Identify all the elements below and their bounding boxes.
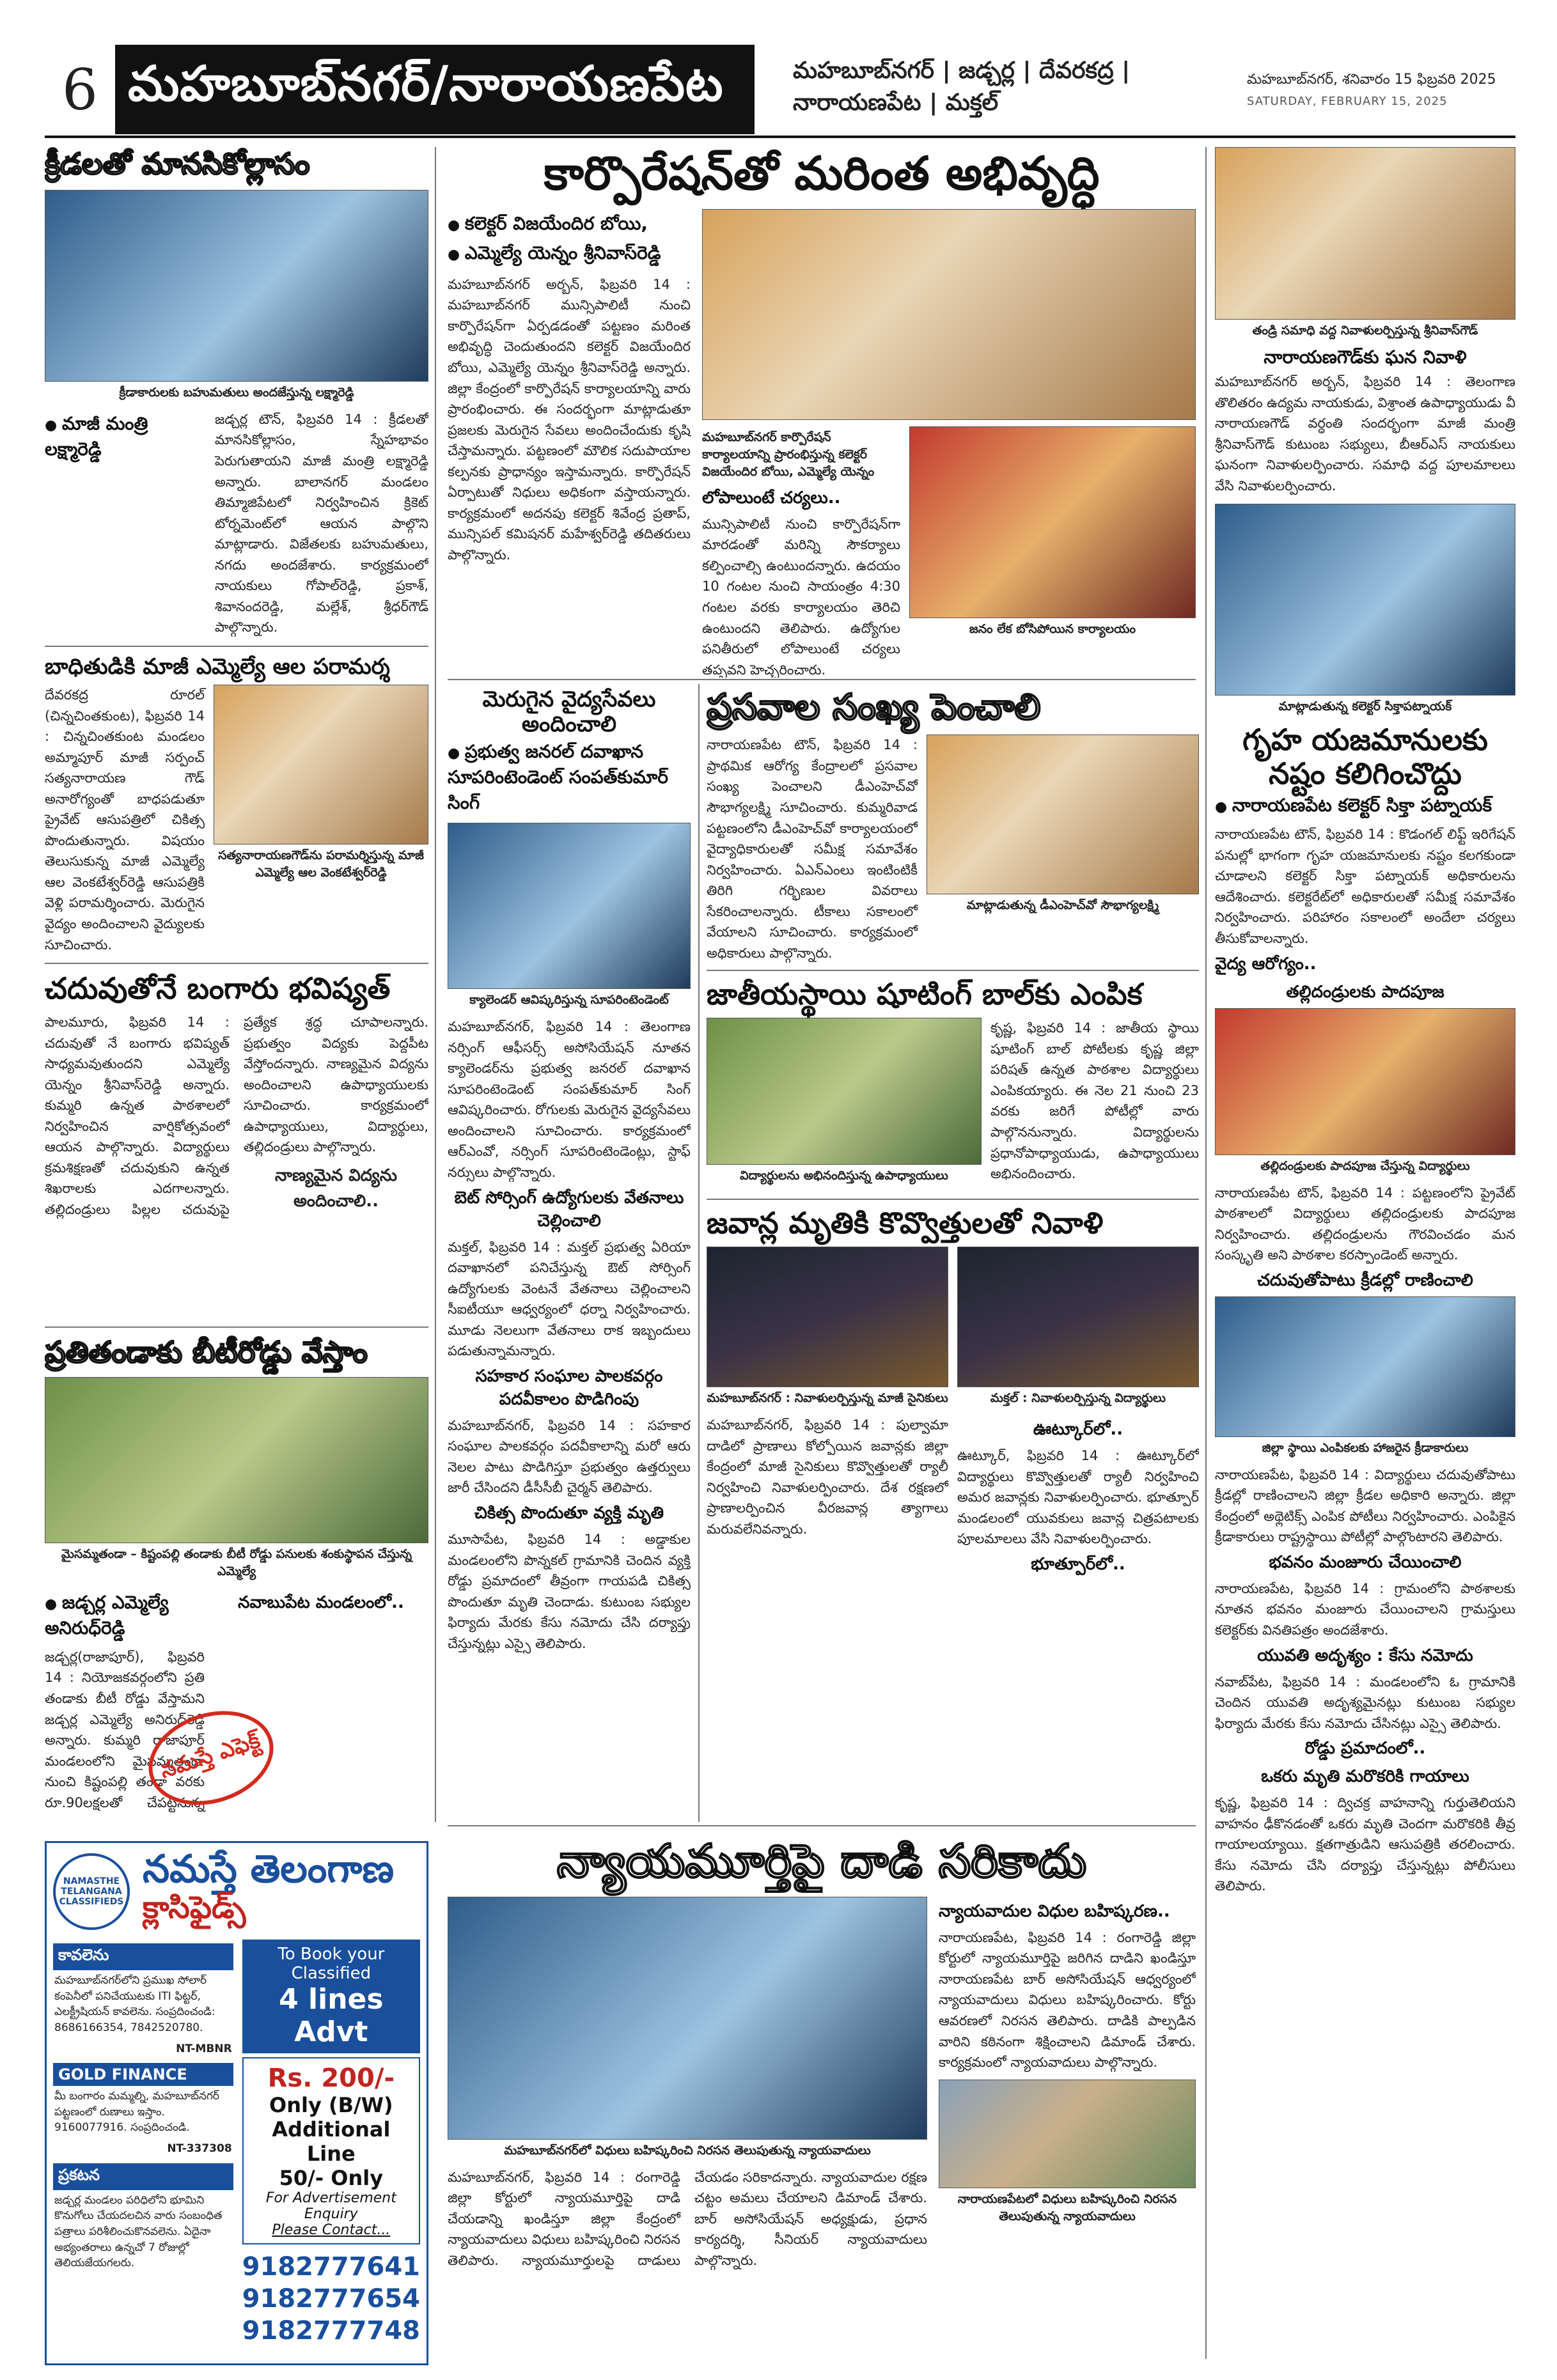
body-missing: నవాబ్‌పేట, ఫిబ్రవరి 14 : మండలంలోని ఓ గ్రామానికి చెందిన యువతి అదృశ్యమైనట్లు కుటుంబ సభ్యుల ఫిర్యాదు మేరకు కేసు నమోదు చేసినట్లు ఎస్సై తెలిపారు. (1215, 1674, 1515, 1731)
price-only: Only (B/W) (269, 2093, 393, 2117)
headline-sports: క్రీడలతో మానసికోల్లాసం (45, 147, 310, 181)
headline-visit: బాధితుడికి మాజీ ఎమ్మెల్యే ఆల పరామర్శ (45, 653, 390, 680)
body-education (45, 1012, 428, 1319)
headline-medical: మెరుగైన వైద్యసేవలు అందించాలి (482, 687, 656, 738)
photo-collector-meeting (1215, 504, 1515, 696)
phone-number: 9182777654 (242, 2284, 420, 2314)
bottom-story (448, 1835, 1196, 2365)
body-medical: మహబూబ్‌నగర్, ఫిబ్రవరి 14 : తెలంగాణ నర్సింగ్ ఆఫీసర్స్ అసోసియేషన్ నూతన క్యాలెండర్‌ను ప్రభుత్వ జనరల్ దవాఖాన సూపరింటెండెంట్ సంపత్‌కుమార్ సింగ్ ఆవిష్కరించారు. రోగులకు మెరుగైన వైద్యసేవలు అందించాలని సూచించారు. కార్యక్రమంలో ఆర్‌ఎంవో, నర్సింగ్ సూపరింటెండెంట్లు, స్టాఫ్ నర్సులు పాల్గొన్నారు. (448, 1019, 691, 1181)
photo-dmho-meeting (927, 735, 1199, 894)
subhead-bhootpur: భూత్పూర్‌లో.. (1031, 1554, 1125, 1574)
caption-calendar: క్యాలెండర్ ఆవిష్కరిస్తున్న సూపరింటెండెంట్ (469, 993, 669, 1007)
photo-candle-rally-students (957, 1247, 1199, 1387)
dateline (1247, 45, 1515, 134)
classified-seal-icon: NAMASTHE TELANGANA CLASSIFIEDS (53, 1853, 130, 1930)
price-box (242, 2057, 420, 2244)
byline-collector: ● కలెక్టర్ విజయేందిర బోయి, (448, 213, 691, 238)
body-utkur: ఊట్కూర్, ఫిబ్రవరి 14 : ఊట్కూర్‌లో విద్యార్థులు కొవ్వొత్తులతో ర్యాలీ నిర్వహించి అమర జవాన్లకు నివాళులర్పించారు. భూత్పూర్ మండలంలో యువకులు జవాన్ల చిత్రపటాలకు పూలమాలలు వేసి నివాళులర్పించారు. (957, 1448, 1199, 1547)
headline-jawans-tribute: జవాన్ల మృతికి కొవ్వొత్తులతో నివాళి (707, 1206, 1104, 1241)
caption-candle-rally-1: మహబూబ్‌నగర్ : నివాళులర్పిస్తున్న మాజీ సైనికులు (707, 1391, 948, 1406)
body-narayana-goud: మహబూబ్‌నగర్ అర్బన్, ఫిబ్రవరి 14 : తెలంగాణ తొలితరం ఉద్యమ నాయకుడు, విశ్రాంత ఉపాధ్యాయుడు వీ నారాయణగౌడ్ వర్ధంతి సందర్భంగా మాజీ మంత్రి శ్రీనివాస్‌గౌడ్ కుటుంబ సభ్యులు, బీఆర్‌ఎస్ నాయకులు ఘనంగా నివాళులర్పించారు. సమాధి వద్ద పూలమాలలు వేసి నివాళులర్పించారు. (1215, 374, 1515, 494)
photo-empty-office (909, 426, 1196, 618)
contact-label: Please Contact... (272, 2222, 391, 2238)
byline-mla: ● ఎమ్మెల్యే యెన్నం శ్రీనివాస్‌రెడ్డి (448, 242, 691, 268)
body-visit: దేవరకద్ర రూరల్ (చిన్నచింతకుంట), ఫిబ్రవరి 14 : చిన్నచింతకుంట మండలం అమ్మాపూర్ మాజీ సర్పంచ్ సత్యనారాయణ గౌడ్ అనారోగ్యంతో బాధపడుతూ ప్రైవేట్ ఆసుపత్రిలో చికిత్స పొందుతున్నారు. విషయం తెలుసుకున్న మాజీ ఎమ్మెల్యే ఆల వెంకటేశ్వర్‌రెడ్డి ఆసుపత్రికి వెళ్లి పరామర్శించారు. మెరుగైన వైద్యం అందించాలని వైద్యులకు సూచించారు. (45, 687, 205, 953)
headline-corporation: కార్పొరేషన్‌తో మరింత అభివృద్ధి (544, 147, 1100, 200)
body-education-text: పాలమూరు, ఫిబ్రవరి 14 : చదువుతో నే బంగారు భవిష్యత్ సాధ్యమవుతుందని ఎమ్మెల్యే యెన్నం శ్రీనివాస్‌రెడ్డి అన్నారు. కుమ్మరి ఉన్నత పాఠశాలలో నిర్వహించిన వార్షికోత్సవంలో ఆయన పాల్గొన్నారు. విద్యార్థులు క్రమశిక్షణతో చదువుకుని ఉన్నత శిఖరాలకు ఎదగాలన్నారు. తల్లిదండ్రులు పిల్లల చదువుపై ప్రత్యేక శ్రద్ధ చూపాలన్నారు. ప్రభుత్వం విద్యకు పెద్దపీట వేస్తోందన్నారు. నాణ్యమైన విద్యను అందించాలని ఉపాధ్యాయులకు సూచించారు. కార్యక్రమంలో ఉపాధ్యాయులు, విద్యార్థులు, తల్లిదండ్రులు పాల్గొన్నారు. (45, 1015, 428, 1217)
body-corporation: మహబూబ్‌నగర్ అర్బన్, ఫిబ్రవరి 14 : మహబూబ్‌నగర్ మున్సిపాలిటీ నుంచి కార్పొరేషన్‌గా ఏర్పడడంతో పట్టణం మరింత అభివృద్ధి చెందుతుందని కలెక్టర్ విజయేందిర బోయి, ఎమ్మెల్యే యెన్నం శ్రీనివాస్‌రెడ్డి అన్నారు. జిల్లా కేంద్రంలో కార్పొరేషన్ కార్యాలయాన్ని వారు ప్రారంభించారు. ఈ సందర్భంగా మాట్లాడుతూ ప్రజలకు మెరుగైన సేవలు అందించేందుకు కృషి చేస్తామన్నారు. పట్టణంలో మౌలిక సదుపాయాల కల్పనకు ప్రాధాన్యం ఇస్తామన్నారు. కార్పొరేషన్ ఏర్పాటుతో నిధులు అధికంగా వస్తాయన్నారు. కార్యక్రమంలో అదనపు కలెక్టర్ శివేంద్ర ప్రతాప్, మున్సిపల్ కమిషనర్ మహేశ్వర్‌రెడ్డి తదితరులు పాల్గొన్నారు. (448, 276, 691, 563)
caption-shooting-ball: విద్యార్థులను అభినందిస్తున్న ఉపాధ్యాయులు (740, 1169, 948, 1183)
notice-text: జడ్చర్ల మండలం పరిధిలోని భూమిని కొనుగోలు చేయదలచిన వారు సంబంధిత పత్రాలు పరిశీలించుకొనవలెను. ఏదైనా అభ్యంతరాలు ఉన్నచో 7 రోజుల్లో తెలియజేయగలరు. (54, 2193, 223, 2270)
subhead-outsourcing: బెట్ సోర్సింగ్ ఉద్యోగులకు వేతనాలు చెల్లించాలి (454, 1188, 684, 1231)
photo-lawyers-protest-mbnr (448, 1897, 927, 2140)
headline-house-owners: గృహ యజమానులకు నష్టం కలిగించొద్దు (1242, 722, 1488, 791)
subhead-sports-study: చదువుతోపాటు క్రీడల్లో రాణించాలి (1257, 1270, 1473, 1290)
photo-lawyers-protest-npt (939, 2080, 1196, 2188)
headline-shooting-ball: జాతీయస్థాయి షూటింగ్ బాల్‌కు ఎంపిక (707, 977, 1143, 1012)
classified-title: నమస్తే తెలంగాణ (143, 1847, 395, 1892)
byline-collector-sikta: ● నారాయణపేట కలెక్టర్ సిక్తా పట్నాయక్ (1215, 795, 1515, 820)
column-left (45, 147, 428, 1816)
body-accident: కృష్ణ, ఫిబ్రవరి 14 : ద్విచక్ర వాహనాన్ని గుర్తుతెలియని వాహనం ఢీకొనడంతో ఒకరు మృతి చెందగా మరొకరికి తీవ్ర గాయాలయ్యాయి. క్షతగాత్రుడిని ఆసుపత్రికి తరలించారు. కేసు నమోదు చేసి దర్యాప్తు చేస్తున్నట్లు పోలీసులు తెలిపారు. (1215, 1795, 1515, 1894)
date-telugu: మహబూబ్‌నగర్, శనివారం 15 ఫిబ్రవరి 2025 (1247, 71, 1496, 88)
notice-label: ప్రకటన (53, 2163, 233, 2190)
caption-corporation: మహబూబ్‌నగర్ కార్పొరేషన్ కార్యాలయాన్ని ప్రారంభిస్తున్న కలెక్టర్ విజయేందిర బోయి, ఎమ్మెల్యే యెన్నం (702, 430, 875, 479)
booking-box (242, 1940, 420, 2053)
photo-students-shooting-ball (707, 1018, 982, 1165)
photo-sports-team (45, 190, 428, 382)
edition-title: మహబూబ్‌నగర్/నారాయణపేట (115, 45, 755, 134)
column-right (1215, 147, 1515, 2365)
lead-story (448, 147, 1196, 678)
headline-narayana-goud: నారాయణగౌడ్‌కు ఘన నివాళి (1264, 346, 1467, 368)
wanted-code: NT-MBNR (176, 2042, 232, 2055)
story-divider (45, 646, 428, 647)
byline-bt-road: ● జడ్చర్ల ఎమ్మెల్యే అనిరుధ్‌రెడ్డి (45, 1592, 205, 1643)
subhead-boycott: న్యాయవాదుల విధుల బహిష్కరణ.. (939, 1901, 1170, 1921)
photo-calendar-release (448, 823, 691, 989)
column-center-right (707, 687, 1199, 1819)
caption-athletes: జిల్లా స్థాయి ఎంపికలకు హాజరైన క్రీడాకారులు (1262, 1440, 1469, 1455)
namaste-effect-stamp: నమస్తే ఎఫెక్ట్ (136, 1696, 285, 1821)
classified-ad-box (45, 1841, 428, 2365)
caption-empty-office: జనం లేక బోసిపోయిన కార్యాలయం (969, 621, 1136, 636)
gold-finance-code: NT-337308 (167, 2142, 232, 2156)
photo-hospital-visit (214, 685, 428, 844)
phone-number: 9182777748 (242, 2316, 420, 2345)
column-rule (1205, 147, 1207, 2359)
body-jawans-tribute: మహబూబ్‌నగర్, ఫిబ్రవరి 14 : పుల్వామా దాడిలో ప్రాణాలు కోల్పోయిన జవాన్లకు జిల్లా కేంద్రంలో మాజీ సైనికులు కొవ్వొత్తులతో ర్యాలీ నిర్వహించి నివాళులర్పించారు. దేశ రక్షణలో ప్రాణాలర్పించిన వీరజవాన్ల త్యాగాలు మరువలేనివన్నారు. (707, 1417, 948, 1537)
byline-superintendent: ● ప్రభుత్వ జనరల్ దవాఖాన సూపరింటెండెంట్ సంపత్‌కుమార్ సింగ్ (448, 741, 691, 818)
photo-road-foundation (45, 1377, 428, 1543)
headline-deliveries: ప్రసవాల సంఖ్య పెంచాలి (707, 687, 1041, 728)
subhead-corporation: లోపాలుంటే చర్యలు.. (702, 488, 841, 508)
subhead-nawabpet: నవాబుపేట మండలంలో.. (238, 1592, 404, 1612)
caption-pada-puja: తల్లిదండ్రులకు పాదపూజ చేస్తున్న విద్యార్థులు (1260, 1158, 1470, 1173)
subhead-education: నాణ్యమైన విద్యను అందించాలి.. (274, 1165, 398, 1211)
caption-lawyers-npt: నారాయణపేటలో విధులు బహిష్కరించి నిరసన తెలుపుతున్న న్యాయవాదులు (957, 2191, 1177, 2223)
caption-dmho: మాట్లాడుతున్న డీఎంహెచ్‌వో సౌభాగ్యలక్ష్మి (966, 898, 1159, 913)
phone-numbers (242, 2251, 420, 2347)
price-additional-rate: 50/- Only (279, 2166, 384, 2190)
page-number: 6 (62, 56, 98, 123)
wanted-text: మహబూబ్‌నగర్‌లోని ప్రముఖ సోలార్ కంపెనీలో పనిచేయుటకు ITI ఫిట్టర్, ఎలక్ట్రీషియన్ కావలెను. సంప్రదించండి: 8686166354, 7842520780. (54, 1974, 215, 2034)
headline-education: చదువుతోనే బంగారు భవిష్యత్ (45, 971, 391, 1006)
body-deliveries: నారాయణపేట టౌన్, ఫిబ్రవరి 14 : ప్రాథమిక ఆరోగ్య కేంద్రాలలో ప్రసవాల సంఖ్య పెంచాలని డీఎంహెచ్‌వో సౌభాగ్యలక్ష్మి సూచించారు. కుమ్మరివాడ పట్టణంలోని డీఎంహెచ్‌వో కార్యాలయంలో వైద్యాధికారులతో సమీక్ష సమావేశం నిర్వహించారు. ఏఎన్‌ఎంలు ఇంటింటికీ తిరిగి గర్భిణుల వివరాలు సేకరించాలన్నారు. టీకాలు సకాలంలో వేయాలని సూచించారు. కార్యక్రమంలో అధికారులు పాల్గొన్నారు. (707, 737, 918, 961)
body-corporation-2: మున్సిపాలిటీ నుంచి కార్పొరేషన్‌గా మారడంతో మరిన్ని సౌకర్యాలు కల్పించాల్సి ఉంటుందన్నారు. ఉదయం 10 గంటల నుంచి సాయంత్రం 4:30 గంటల వరకు కార్యాలయం తెరిచి ఉంటుందని తెలిపారు. ఉద్యోగుల పనితీరులో లోపాలుంటే చర్యలు తప్పవని హెచ్చరించారు. (702, 516, 900, 678)
date-english: SATURDAY, FEBRUARY 15, 2025 (1247, 94, 1448, 108)
classified-pricing (242, 1940, 420, 2347)
caption-visit: సత్యనారాయణగౌడ్‌ను పరామర్శిస్తున్న మాజీ ఎమ్మెల్యే ఆల వెంకటేశ్వర్‌రెడ్డి (218, 848, 424, 880)
column-rule (435, 147, 436, 1822)
wanted-label: కావలెను (53, 1943, 233, 1970)
body-judge-attack: మహబూబ్‌నగర్, ఫిబ్రవరి 14 : రంగారెడ్డి జిల్లా కోర్టులో న్యాయమూర్తిపై దాడి చేయడాన్ని ఖండిస్తూ జిల్లా కేంద్రంలో న్యాయవాదులు విధులు బహిష్కరించి నిరసన తెలిపారు. న్యాయమూర్తులపై దాడులు చేయడం సరికాదన్నారు. న్యాయవాదుల రక్షణ చట్టం అమలు చేయాలని డిమాండ్ చేశారు. బార్ అసోసియేషన్ అధ్యక్షుడు, ప్రధాన కార్యదర్శి, సీనియర్ న్యాయవాదులు పాల్గొన్నారు. (448, 2169, 927, 2268)
headline-bt-road: ప్రతితండాకు బీటీరోడ్డు వేస్తాం (45, 1335, 368, 1369)
body-cooperative: మహబూబ్‌నగర్, ఫిబ్రవరి 14 : సహకార సంఘాల పాలకవర్గం పదవీకాలాన్ని మరో ఆరు నెలల పాటు పొడిగిస్తూ ప్రభుత్వం ఉత్తర్వులు జారీ చేసిందని డీసీసీబీ చైర్మన్ తెలిపారు. (448, 1417, 691, 1496)
subhead-missing: యువతి అదృశ్యం : కేసు నమోదు (1257, 1645, 1473, 1665)
classified-header (47, 1843, 426, 1940)
story-divider (45, 1326, 428, 1328)
subhead-accident-2: ఒకరు మృతి మరొకరికి గాయాలు (1261, 1767, 1469, 1787)
classified-body (47, 1940, 426, 2353)
booking-line-1: To Book your Classified (278, 1945, 385, 1983)
body-house-owners: నారాయణపేట టౌన్, ఫిబ్రవరి 14 : కొడంగల్ లిఫ్ట్ ఇరిగేషన్ పనుల్లో భాగంగా గృహ యజమానులకు నష్టం కలగకుండా చూడాలని కలెక్టర్ సిక్తా పట్నాయక్ అధికారులను ఆదేశించారు. కలెక్టరేట్‌లో అధికారులతో సమీక్ష సమావేశం నిర్వహించారు. పరిహారం సకాలంలో అందేలా చర్యలు తీసుకోవాలన్నారు. (1215, 827, 1515, 946)
story-divider (707, 970, 1199, 971)
body-building: నారాయణపేట, ఫిబ్రవరి 14 : గ్రామంలోని పాఠశాలకు నూతన భవనం మంజూరు చేయించాలని గ్రామస్తులు కలెక్టర్‌కు వినతిపత్రం అందజేశారు. (1215, 1580, 1515, 1638)
price-additional: Additional Line (272, 2117, 391, 2166)
caption-candle-rally-2: మక్తల్ : నివాళులర్పిస్తున్న విద్యార్థులు (990, 1391, 1166, 1406)
byline-sports: ● మాజీ మంత్రి లక్ష్మారెడ్డి (45, 413, 205, 464)
subhead-accident: రోడ్డు ప్రమాదంలో.. (1304, 1739, 1426, 1759)
body-pada-puja: నారాయణపేట టౌన్, ఫిబ్రవరి 14 : పట్టణంలోని ప్రైవేట్ పాఠశాలలో విద్యార్థులు తల్లిదండ్రులకు పాదపూజ నిర్వహించారు. తల్లిదండ్రులను గౌరవించడం మన సంస్కృతి అని పాఠశాల కరస్పాండెంట్ అన్నారు. (1215, 1185, 1515, 1263)
photo-pada-puja (1215, 1008, 1515, 1155)
masthead (45, 45, 1515, 134)
photo-athletes (1215, 1296, 1515, 1437)
district-list: మహబూబ్‌నగర్ | జడ్చర్ల | దేవరకద్ర | నారాయణపేట | మక్తల్ (793, 58, 1131, 116)
phone-number: 9182777641 (242, 2252, 420, 2282)
body-death: మూసాపేట, ఫిబ్రవరి 14 : అడ్డాకుల మండలంలోని పొన్నకల్ గ్రామానికి చెందిన వ్యక్తి రోడ్డు ప్రమాదంలో తీవ్రంగా గాయపడి చికిత్స పొందుతూ మృతి చెందాడు. కుటుంబ సభ్యుల ఫిర్యాదు మేరకు కేసు నమోదు చేసి దర్యాప్తు చేస్తున్నట్లు ఎస్సై తెలిపారు. (448, 1532, 691, 1651)
caption-collector: మాట్లాడుతున్న కలెక్టర్ సిక్తాపట్నాయక్ (1278, 699, 1452, 714)
gold-finance-text: మీ బంగారం మమ్మల్ని, మహబూబ్‌నగర్ పట్టణంలో రుణాలు ఇస్తాం. 9160077916. సంప్రదించండి. (54, 2090, 219, 2135)
photo-candle-rally-veterans (707, 1247, 948, 1387)
subhead-cooperative: సహకార సంఘాల పాలకవర్గం పదవీకాలం పొడిగింపు (475, 1366, 663, 1409)
photo-tomb-tribute (1215, 147, 1515, 320)
body-bt-road: జడ్చర్ల(రాజాపూర్), ఫిబ్రవరి 14 : నియోజకవర్గంలోని ప్రతి తండాకు బీటీ రోడ్డు వేస్తామని జడ్చర్ల ఎమ్మెల్యే అనిరుధ్‌రెడ్డి అన్నారు. కుమ్మరి రాజాపూర్ మండలంలోని మైసమ్మతండా నుంచి కిష్టంపల్లి తండా వరకు రూ.90లక్షలతో చేపట్టనున్న (45, 1649, 205, 1810)
story-divider (45, 963, 428, 964)
caption-bt-road: మైసమ్మతండా – కిష్టంపల్లి తండాకు బీటీ రోడ్డు పనులకు శంకుస్థాపన చేస్తున్న ఎమ్మెల్యే (61, 1546, 412, 1578)
column-rule (698, 684, 700, 1822)
subhead-pada-puja: తల్లిదండ్రులకు పాదపూజ (1286, 982, 1444, 1002)
body-outsourcing: మక్తల్, ఫిబ్రవరి 14 : మక్తల్ ప్రభుత్వ ఏరియా దవాఖానలో పనిచేస్తున్న ఔట్ సోర్సింగ్ ఉద్యోగులకు వెంటనే వేతనాలు చెల్లించాలని సీఐటీయూ ఆధ్వర్యంలో ధర్నా నిర్వహించారు. మూడు నెలలుగా వేతనాలు రాక ఇబ్బందులు పడుతున్నామన్నారు. (448, 1239, 691, 1359)
classified-subtitle: క్లాసిఫైడ్స్ (143, 1890, 246, 1925)
masthead-rule (45, 136, 1515, 138)
caption-lawyers-mbnr: మహబూబ్‌నగర్‌లో విధులు బహిష్కరించి నిరసన తెలుపుతున్న న్యాయవాదులు (504, 2143, 871, 2158)
headline-judge-attack: న్యాయమూర్తిపై దాడి సరికాదు (556, 1835, 1087, 1888)
subhead-health: వైద్య ఆరోగ్యం.. (1215, 954, 1317, 974)
price-main: Rs. 200/- (267, 2064, 395, 2093)
column-center-left (448, 687, 691, 1819)
caption-tribute: తండ్రి సమాధి వద్ద నివాళులర్పిస్తున్న శ్రీనివాస్‌గౌడ్ (1252, 323, 1478, 338)
photo-corporation-inauguration (702, 209, 1196, 420)
story-divider (707, 1199, 1199, 1200)
enquiry-label: For Advertisement Enquiry (265, 2190, 396, 2222)
gold-finance-label: GOLD FINANCE (53, 2063, 233, 2086)
story-divider (448, 679, 1196, 680)
body-judge-attack-2: నారాయణపేట, ఫిబ్రవరి 14 : రంగారెడ్డి జిల్లా కోర్టులో న్యాయమూర్తిపై జరిగిన దాడిని ఖండిస్తూ నారాయణపేట బార్ అసోసియేషన్ ఆధ్వర్యంలో న్యాయవాదులు విధులు బహిష్కరించారు. కోర్టు ఆవరణలో నిరసన తెలిపారు. దాడికి పాల్పడిన వారిని కఠినంగా శిక్షించాలని డిమాండ్ చేశారు. కార్యక్రమంలో న్యాయవాదులు పాల్గొన్నారు. (939, 1929, 1196, 2071)
subhead-death: చికిత్స పొందుతూ వ్యక్తి మృతి (474, 1504, 664, 1523)
caption-sports: క్రీడాకారులకు బహుమతులు అందజేస్తున్న లక్ష్మారెడ్డి (119, 385, 354, 400)
body-sports: జడ్చర్ల టౌన్, ఫిబ్రవరి 14 : క్రీడలతో మానసికోల్లాసం, స్నేహభావం పెరుగుతాయని మాజీ మంత్రి లక్ష్మారెడ్డి అన్నారు. బాలానగర్ మండలం తిమ్మాజిపేటలో నిర్వహించిన క్రికెట్ టోర్నమెంట్‌లో ఆయన పాల్గొని మాట్లాడారు. విజేతలకు బహుమతులు, నగదు అందజేశారు. కార్యక్రమంలో నాయకులు గోపాల్‌రెడ్డి, ప్రకాశ్, శివానందరెడ్డి, మల్లేశ్, శ్రీధర్‌గౌడ్ పాల్గొన్నారు. (215, 411, 428, 635)
story-divider (448, 1825, 1196, 1826)
body-shooting-ball: కృష్ణ, ఫిబ్రవరి 14 : జాతీయ స్థాయి షూటింగ్ బాల్ పోటీలకు కృష్ణ జిల్లా పరిషత్ ఉన్నత పాఠశాల విద్యార్థులు ఎంపికయ్యారు. ఈ నెల 21 నుంచి 23 వరకు జరిగే పోటీల్లో వారు పాల్గొననున్నారు. విద్యార్థులను ప్రధానోపాధ్యాయుడు, ఉపాధ్యాయులు అభినందించారు. (990, 1020, 1199, 1182)
classified-listings (53, 1940, 233, 2347)
body-sports-study: నారాయణపేట, ఫిబ్రవరి 14 : విద్యార్థులు చదువుతోపాటు క్రీడల్లో రాణించాలని జిల్లా క్రీడల అధికారి అన్నారు. జిల్లా కేంద్రంలో అథ్లెటిక్స్ ఎంపిక పోటీలు నిర్వహించారు. ఎంపికైన క్రీడాకారులు రాష్ట్రస్థాయి పోటీల్లో పాల్గొంటారని తెలిపారు. (1215, 1466, 1515, 1545)
booking-line-2: 4 lines Advt (279, 1983, 384, 2048)
subhead-building: భవనం మంజూరు చేయించాలి (1269, 1552, 1462, 1572)
subhead-utkur: ఊట్కూర్‌లో.. (1033, 1420, 1123, 1440)
